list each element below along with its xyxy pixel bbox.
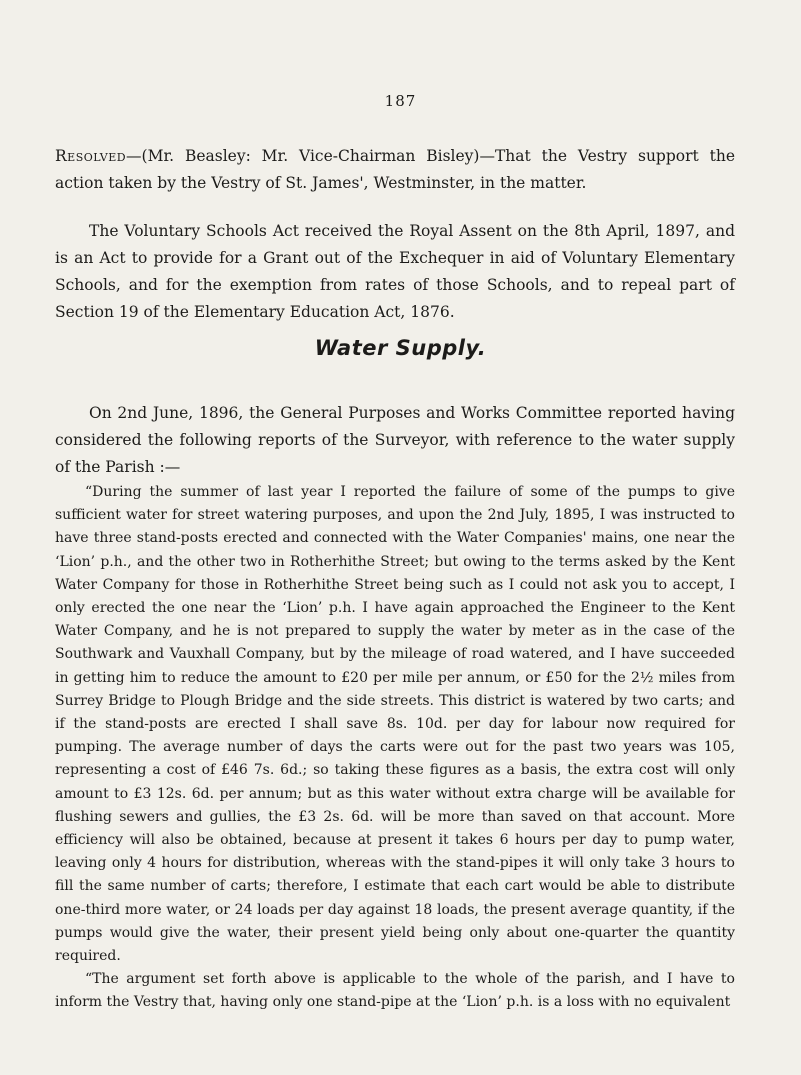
- intro-paragraph: On 2nd June, 1896, the General Purposes and Works Committee reported having considered the following reports of the Surveyor, with reference to the water supply of the Parish :—: [55, 404, 735, 476]
- quote-paragraph: “During the summer of last year I reported the failure of some of the pumps to give sufficient water for street watering purposes, and upon the 2nd July, 1895, I was instructed to have three stand-posts erected and connected with the Water Companies' mains, one near the ‘Lion’ p.h., and the other two in Rotherhithe Street; but owing to the terms asked by the Kent Water Company for those in Rotherhithe Street being such as I could not ask you to accept, I only erected the one near the ‘Lion’ p.h. I have again approached the Engineer to the Kent Water Company, and he is not prepared to supply the water by meter as in the case of the Southwark and Vauxhall Company, but by the mileage of road watered, and I have succeeded in getting him to reduce the amount to £20 per mile per annum, or £50 for the 2½ miles from Surrey Bridge to Plough Bridge and the side streets. This district is watered by two carts; and if the stand-posts are erected I shall save 8s. 10d. per day for labour now required for pumping. The average number of days the carts were out for the past two years was 105, representing a cost of £46 7s. 6d.; so taking these figures as a basis, the extra cost will only amount to £3 12s. 6d. per annum; but as this water without extra charge will be available for flushing sewers and gullies, the £3 2s. 6d. will be more than saved on that account. More efficiency will also be obtained, because at present it takes 6 hours per day to pump water, leaving only 4 hours for distribution, whereas with the stand-pipes it will only take 3 hours to fill the same number of carts; therefore, I estimate that each cart would be able to distribute one-third more water, or 24 loads per day against 18 loads, the present average quantity, if the pumps would give the water, their present yield being only about one-quarter the quantity required.: [55, 484, 735, 965]
- resolution-paragraph: [55, 143, 735, 197]
- resolved-lead: Resolved: [55, 147, 127, 165]
- section-heading: Water Supply.: [314, 336, 487, 360]
- surveyor-report-quote: [55, 481, 735, 1015]
- voluntary-schools-act-paragraph: The Voluntary Schools Act received the Royal Assent on the 8th April, 1897, and is an Act to provide for a Grant out of the Exchequer in aid of Voluntary Elementary Schools, and for the exemption from rates of those Schools, and to repeal part of Section 19 of the Elementary Education Act, 1876.: [55, 222, 735, 321]
- page-number: 187: [384, 92, 417, 110]
- resolved-text: —(Mr. Beasley: Mr. Vice-Chairman Bisley)—That the Vestry support the action taken by the Vestry of St. James', Westminster, in the matter.: [55, 147, 735, 192]
- quote-paragraph: “The argument set forth above is applicable to the whole of the parish, and I have to inform the Vestry that, having only one stand-pipe at the ‘Lion’ p.h. is a loss with no equivalent: [55, 971, 735, 1011]
